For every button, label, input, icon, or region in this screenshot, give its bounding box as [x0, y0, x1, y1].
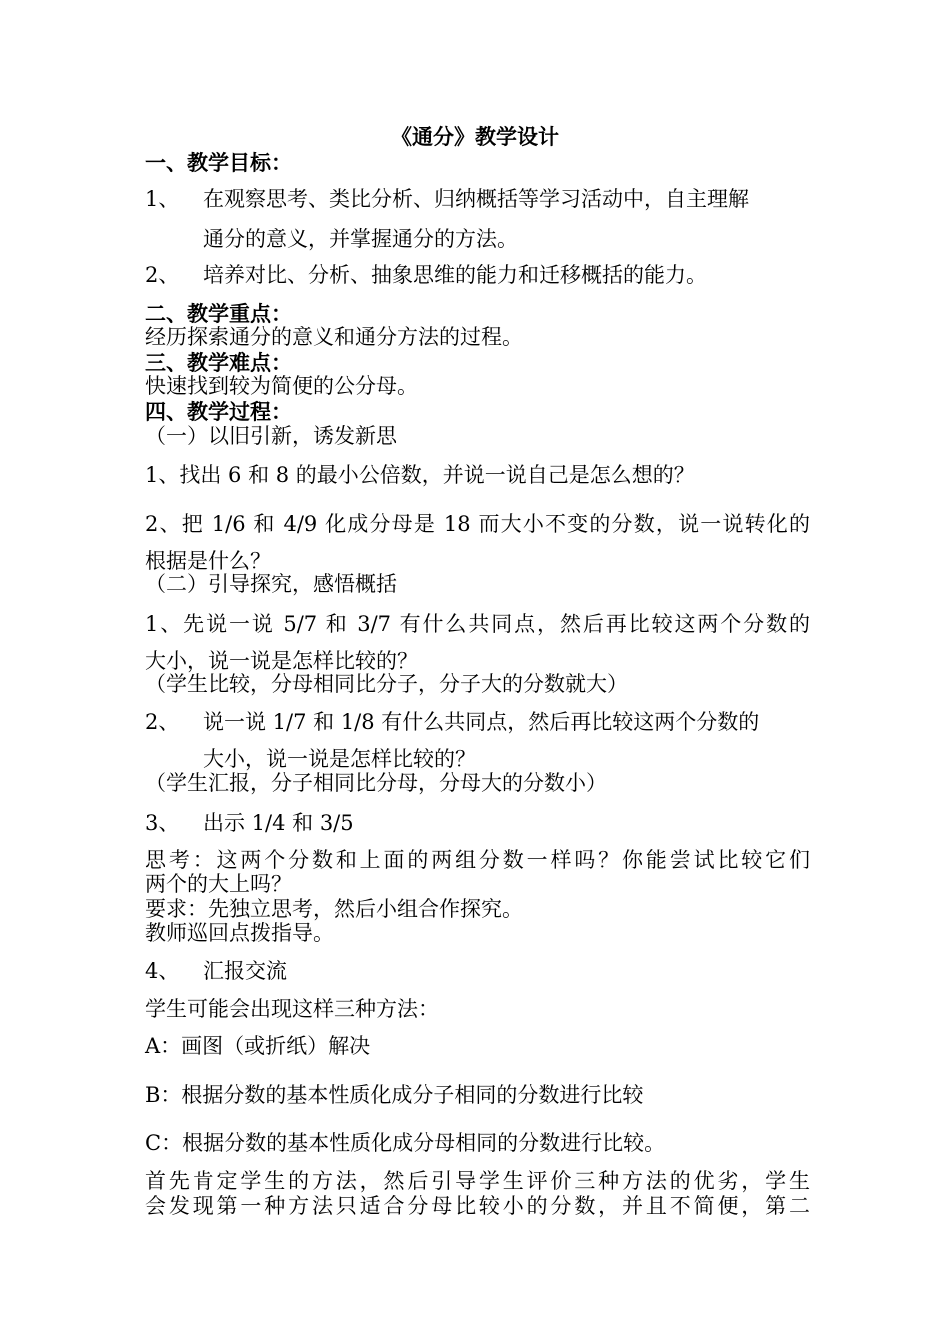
probe-1-line-1: 1、先说一说 5/7 和 3/7 有什么共同点，然后再比较这两个分数的: [145, 612, 810, 636]
probe-2-continued: 大小，说一说是怎样比较的？: [203, 747, 476, 771]
difficulty-text: 快速找到较为简便的公分母。: [145, 374, 418, 398]
key-point-text: 经历探索通分的意义和通分方法的过程。: [145, 325, 523, 349]
part-1-heading: （一）以旧引新，诱发新思: [145, 424, 397, 448]
think-line-2: 两个的大上吗？: [145, 872, 292, 896]
document-title: 《通分》教学设计: [391, 124, 559, 149]
objective-1-text: 在观察思考、类比分析、归纳概括等学习活动中，自主理解: [203, 187, 749, 211]
objective-1-number: 1、: [145, 187, 180, 211]
probe-3-text: 出示 1/4 和 3/5: [203, 811, 354, 835]
section-4-heading: 四、教学过程：: [145, 399, 292, 424]
section-3-heading: 三、教学难点：: [145, 350, 292, 375]
requirement-text: 要求：先独立思考，然后小组合作探究。: [145, 897, 523, 921]
question-1: 1、找出 6 和 8 的最小公倍数，并说一说自己是怎么想的？: [145, 463, 695, 487]
probe-4-number: 4、: [145, 959, 180, 983]
objective-2-text: 培养对比、分析、抽象思维的能力和迁移概括的能力。: [203, 263, 707, 287]
section-1-heading: 一、教学目标：: [145, 150, 292, 175]
method-a: A：画图（或折纸）解决: [145, 1034, 371, 1058]
part-2-heading: （二）引导探究，感悟概括: [145, 572, 397, 596]
think-line-1: 思考：这两个分数和上面的两组分数一样吗？你能尝试比较它们: [145, 848, 810, 872]
probe-2-text: 说一说 1/7 和 1/8 有什么共同点，然后再比较这两个分数的: [203, 710, 760, 734]
objective-1-continued: 通分的意义，并掌握通分的方法。: [203, 227, 518, 251]
method-b: B：根据分数的基本性质化成分子相同的分数进行比较: [145, 1083, 644, 1107]
probe-2-note: （学生汇报，分子相同比分母，分母大的分数小）: [145, 771, 607, 795]
probe-1-note: （学生比较，分母相同比分子，分子大的分数就大）: [145, 672, 628, 696]
question-2-line-1: 2、把 1/6 和 4/9 化成分母是 18 而大小不变的分数，说一说转化的: [145, 512, 810, 536]
methods-intro: 学生可能会出现这样三种方法：: [145, 997, 439, 1021]
probe-1-line-2: 大小，说一说是怎样比较的？: [145, 649, 418, 673]
probe-2-number: 2、: [145, 710, 180, 734]
objective-2-number: 2、: [145, 263, 180, 287]
section-2-heading: 二、教学重点：: [145, 301, 292, 326]
conclusion-line-2: 会发现第一种方法只适合分母比较小的分数，并且不简便，第二: [145, 1194, 810, 1218]
question-2-line-2: 根据是什么？: [145, 549, 271, 573]
teacher-guidance: 教师巡回点拨指导。: [145, 921, 334, 945]
probe-4-text: 汇报交流: [203, 959, 287, 983]
probe-3-number: 3、: [145, 811, 180, 835]
method-c: C：根据分数的基本性质化成分母相同的分数进行比较。: [145, 1131, 666, 1155]
conclusion-line-1: 首先肯定学生的方法，然后引导学生评价三种方法的优劣，学生: [145, 1169, 810, 1193]
